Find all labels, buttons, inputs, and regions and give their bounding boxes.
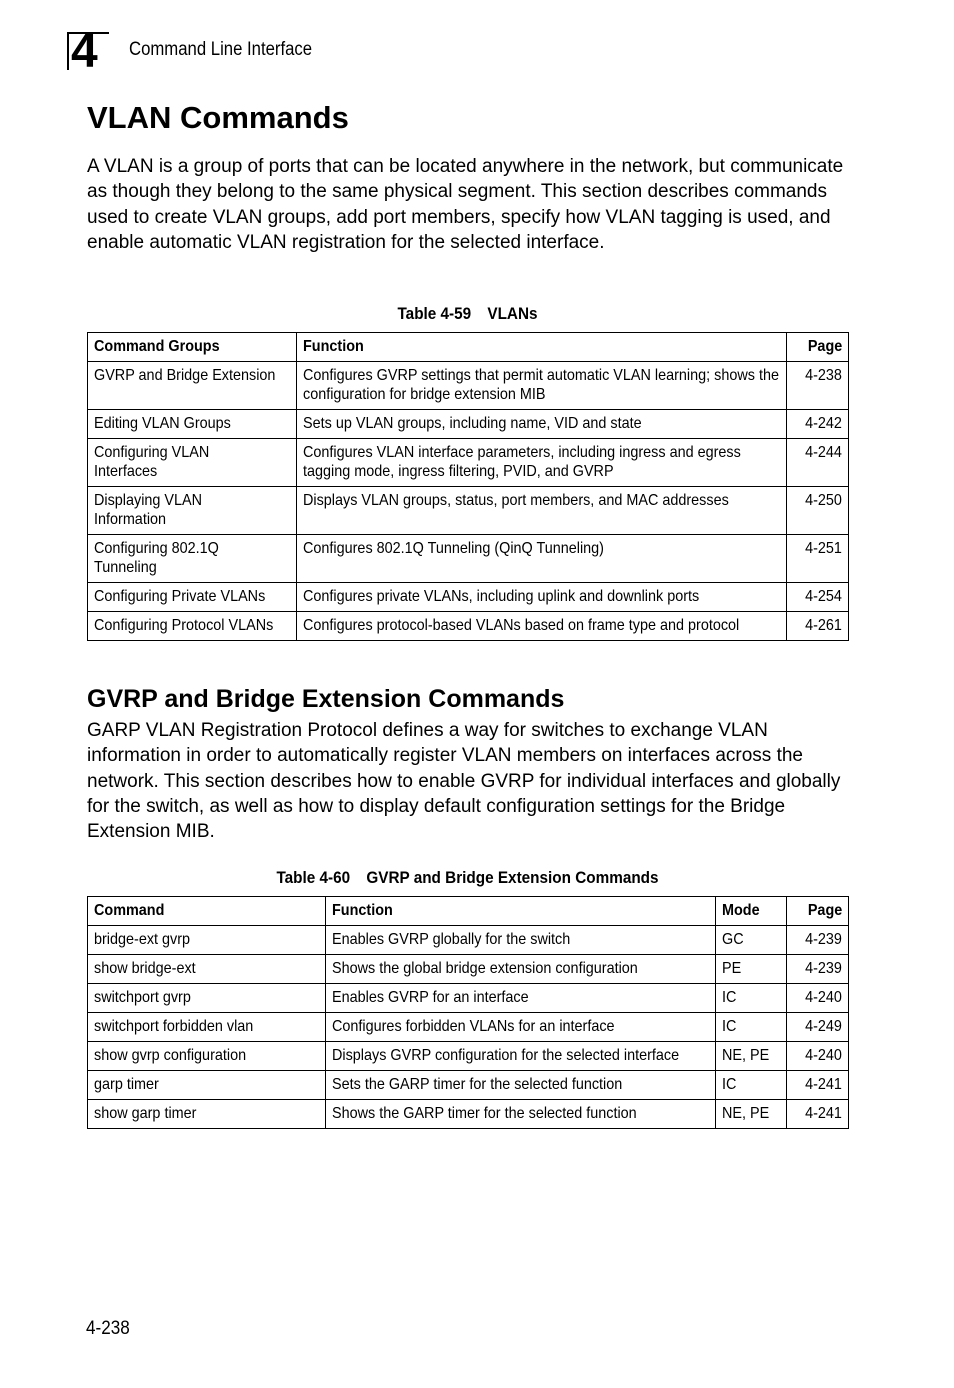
- subsection-intro: GARP VLAN Registration Protocol defines a way for switches to exchange VLAN information in order to automatically register VLAN members on interfaces across the network. This section describes how to enable GVRP for individual interfaces and globally for the switch, as well as how to display default configuration settings for the Bridge Extension MIB.: [87, 720, 841, 843]
- table-cell: show garp timer: [88, 1100, 326, 1129]
- table-cell: IC: [716, 1071, 787, 1100]
- table-cell: 4-240: [787, 984, 849, 1013]
- table-cell: 4-254: [787, 583, 849, 612]
- table-caption: [125, 868, 810, 888]
- table-cell: IC: [716, 984, 787, 1013]
- column-header: Function: [326, 897, 716, 926]
- column-header: Function: [297, 333, 787, 362]
- running-head: Command Line Interface: [129, 39, 313, 60]
- table-caption-label: Table 4-59: [397, 304, 472, 323]
- table-row: [88, 362, 849, 410]
- table-row: [88, 1042, 849, 1071]
- table-caption: [125, 304, 810, 324]
- vlans-table: [87, 332, 849, 641]
- table-cell: 4-241: [787, 1071, 849, 1100]
- table-cell: 4-249: [787, 1013, 849, 1042]
- column-header: Command: [88, 897, 326, 926]
- table-header-row: [88, 333, 849, 362]
- table-row: [88, 439, 849, 487]
- table-row: [88, 487, 849, 535]
- table-cell: 4-239: [787, 926, 849, 955]
- table-cell: PE: [716, 955, 787, 984]
- table-caption-title: GVRP and Bridge Extension Commands: [366, 868, 659, 887]
- section-title: VLAN Commands: [87, 100, 349, 135]
- table-cell: 4-239: [787, 955, 849, 984]
- table-cell: 4-250: [787, 487, 849, 535]
- table-cell: 4-242: [787, 410, 849, 439]
- table-cell: NE, PE: [716, 1042, 787, 1071]
- table-row: [88, 583, 849, 612]
- table-cell: Configuring VLAN Interfaces: [88, 439, 297, 487]
- table-row: [88, 1100, 849, 1129]
- table-cell: 4-238: [787, 362, 849, 410]
- table-row: [88, 926, 849, 955]
- table-cell: Sets the GARP timer for the selected function: [326, 1071, 716, 1100]
- table-cell: show bridge-ext: [88, 955, 326, 984]
- table-row: [88, 410, 849, 439]
- table-cell: NE, PE: [716, 1100, 787, 1129]
- page-number: 4-238: [86, 1318, 130, 1339]
- table-cell: Configures forbidden VLANs for an interface: [326, 1013, 716, 1042]
- table-cell: 4-251: [787, 535, 849, 583]
- table-cell: 4-244: [787, 439, 849, 487]
- column-header: Page: [787, 897, 849, 926]
- table-cell: 4-241: [787, 1100, 849, 1129]
- table-cell: Enables GVRP for an interface: [326, 984, 716, 1013]
- table-cell: Configures VLAN interface parameters, including ingress and egress tagging mode, ingress filtering, PVID, and GVRP: [297, 439, 787, 487]
- chapter-number: 4: [71, 25, 98, 78]
- table-cell: Configuring Private VLANs: [88, 583, 297, 612]
- column-header: Mode: [716, 897, 787, 926]
- table-cell: Enables GVRP globally for the switch: [326, 926, 716, 955]
- table-cell: Configures protocol-based VLANs based on frame type and protocol: [297, 612, 787, 641]
- column-header: Page: [787, 333, 849, 362]
- column-header: Command Groups: [88, 333, 297, 362]
- section-intro: A VLAN is a group of ports that can be located anywhere in the network, but communicate as though they belong to the same physical segment. This section describes commands used to create VLAN groups, add port members, specify how VLAN tagging is used, and enable automatic VLAN registration for the selected interface.: [87, 156, 844, 253]
- table-cell: Configuring 802.1Q Tunneling: [88, 535, 297, 583]
- table-cell: 4-261: [787, 612, 849, 641]
- gvrp-commands-table: [87, 896, 849, 1129]
- table-cell: show gvrp configuration: [88, 1042, 326, 1071]
- table-caption-title: VLANs: [487, 304, 538, 323]
- table-row: [88, 1013, 849, 1042]
- table-cell: Configures GVRP settings that permit automatic VLAN learning; shows the configuration for bridge extension MIB: [297, 362, 787, 410]
- table-cell: 4-240: [787, 1042, 849, 1071]
- table-cell: Editing VLAN Groups: [88, 410, 297, 439]
- table-cell: Configures private VLANs, including uplink and downlink ports: [297, 583, 787, 612]
- table-row: [88, 535, 849, 583]
- table-cell: GVRP and Bridge Extension: [88, 362, 297, 410]
- table-cell: Configuring Protocol VLANs: [88, 612, 297, 641]
- table-cell: Sets up VLAN groups, including name, VID and state: [297, 410, 787, 439]
- table-caption-label: Table 4-60: [276, 868, 351, 887]
- table-cell: IC: [716, 1013, 787, 1042]
- table-cell: switchport gvrp: [88, 984, 326, 1013]
- table-cell: GC: [716, 926, 787, 955]
- subsection-title: GVRP and Bridge Extension Commands: [87, 685, 565, 713]
- table-row: [88, 984, 849, 1013]
- table-row: [88, 1071, 849, 1100]
- table-cell: garp timer: [88, 1071, 326, 1100]
- table-cell: bridge-ext gvrp: [88, 926, 326, 955]
- table-cell: Configures 802.1Q Tunneling (QinQ Tunneling): [297, 535, 787, 583]
- table-cell: Displays GVRP configuration for the selected interface: [326, 1042, 716, 1071]
- table-cell: Displays VLAN groups, status, port members, and MAC addresses: [297, 487, 787, 535]
- table-header-row: [88, 897, 849, 926]
- table-row: [88, 955, 849, 984]
- table-cell: switchport forbidden vlan: [88, 1013, 326, 1042]
- table-cell: Shows the global bridge extension configuration: [326, 955, 716, 984]
- table-cell: Shows the GARP timer for the selected function: [326, 1100, 716, 1129]
- table-row: [88, 612, 849, 641]
- table-cell: Displaying VLAN Information: [88, 487, 297, 535]
